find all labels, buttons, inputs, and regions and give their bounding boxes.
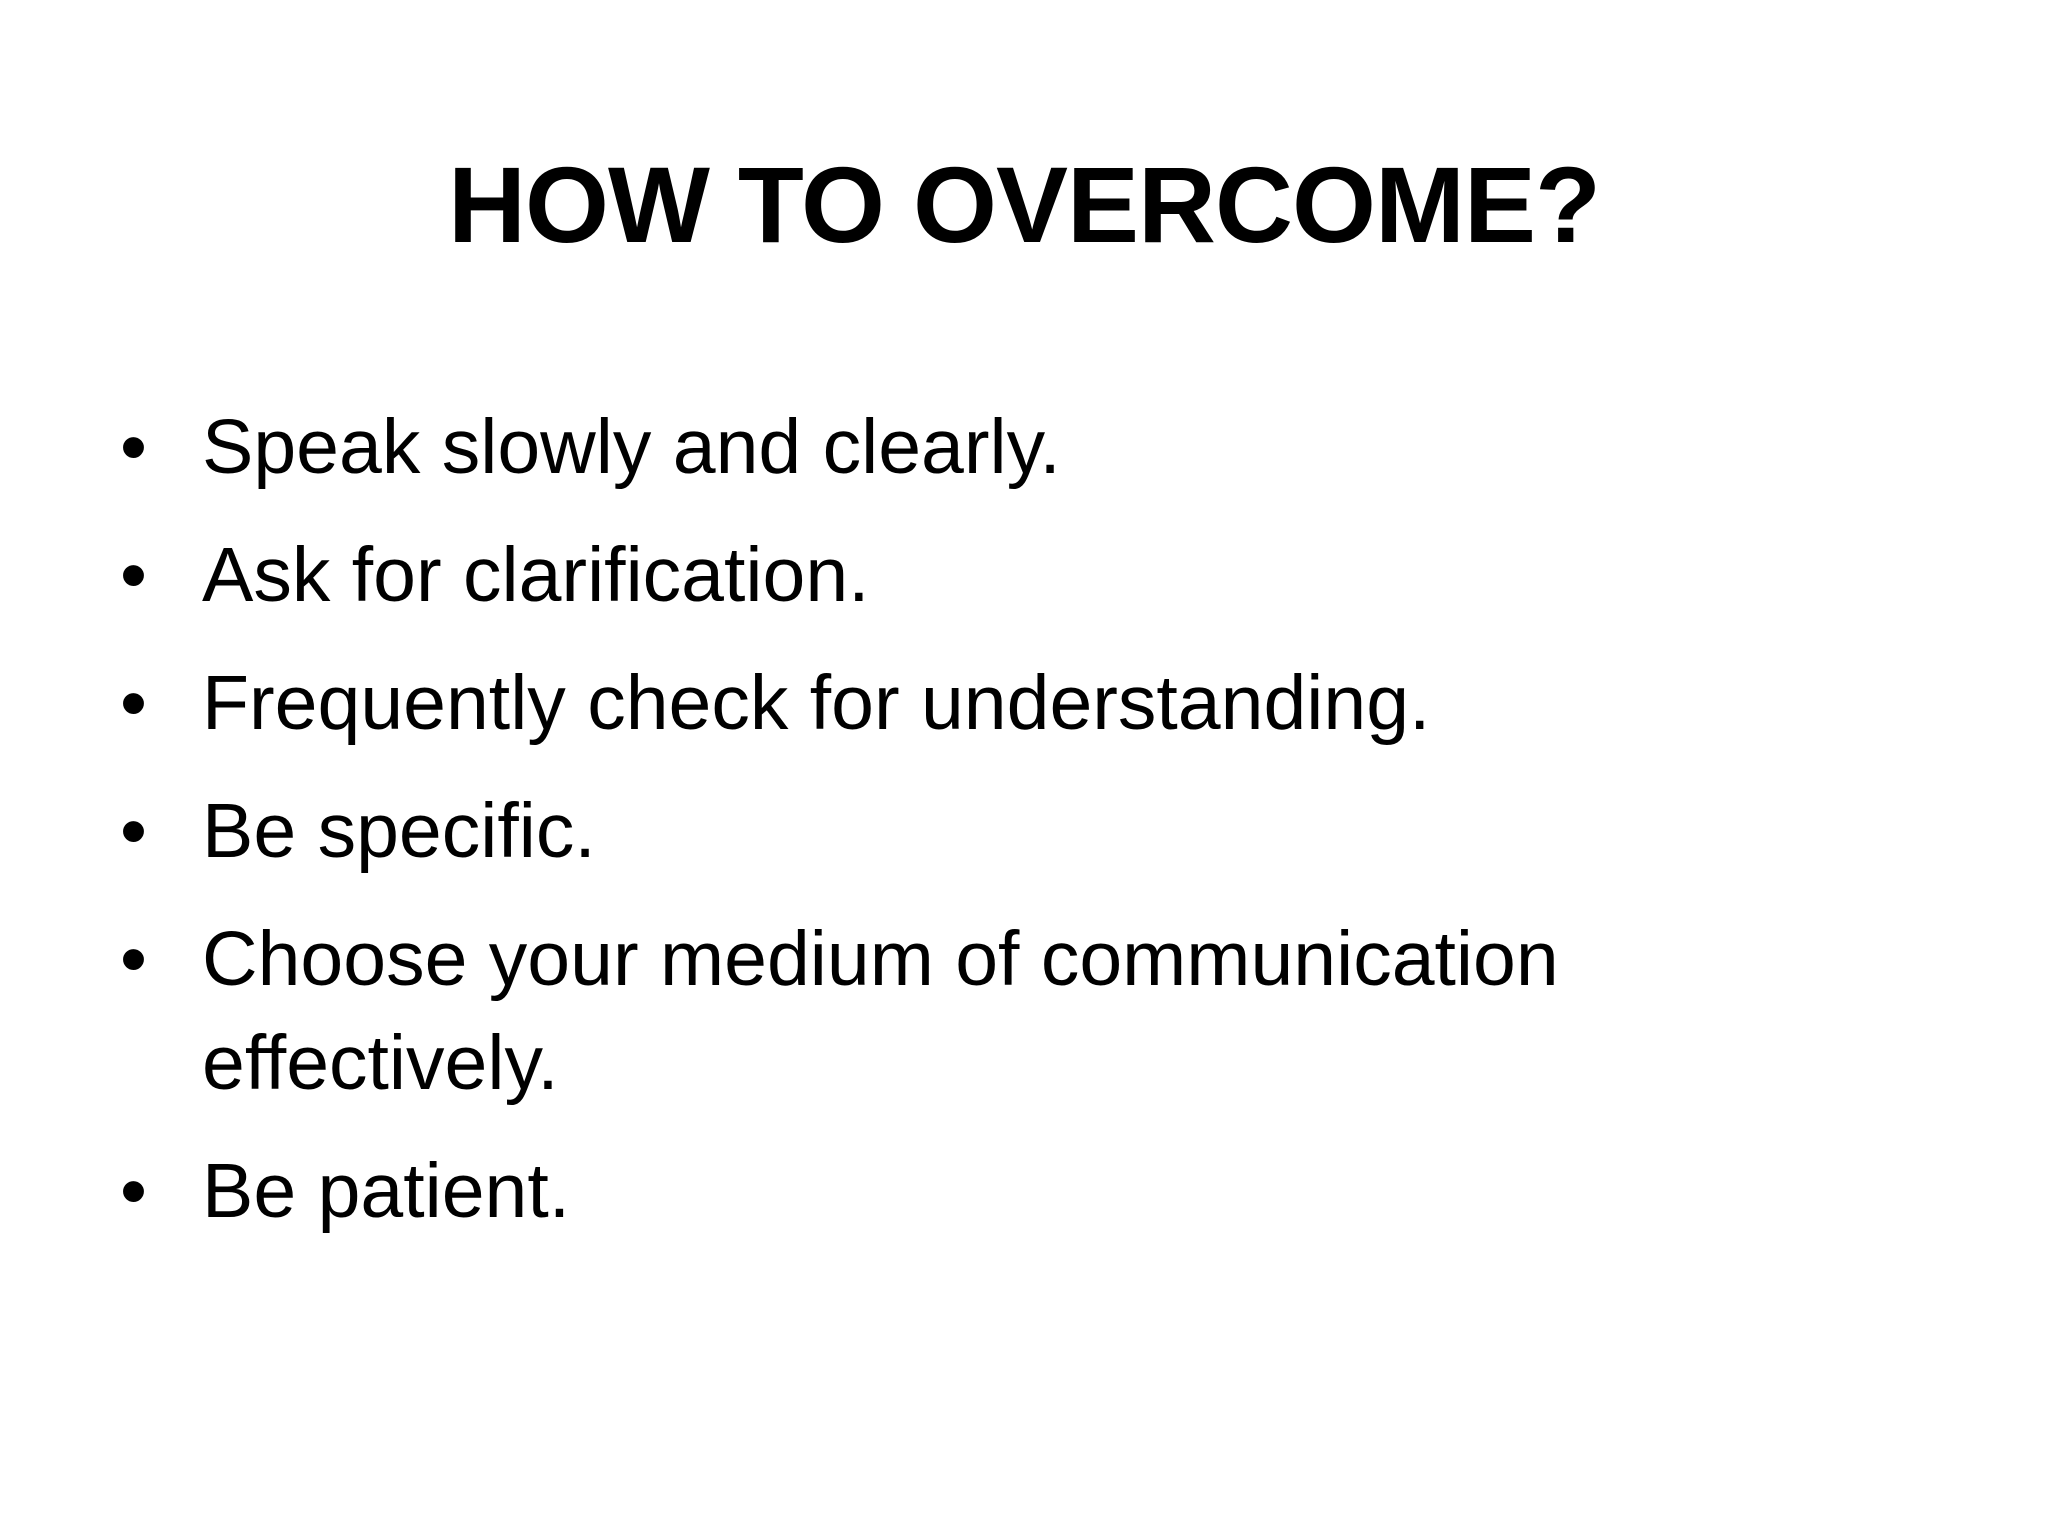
bullet-dot-icon: • bbox=[120, 1148, 147, 1234]
bullet-dot-icon: • bbox=[120, 404, 147, 490]
bullet-text: Choose your medium of communication effectively. bbox=[202, 916, 1559, 1106]
bullet-dot-icon: • bbox=[120, 660, 147, 746]
bullet-item bbox=[120, 779, 1920, 883]
bullet-item bbox=[120, 907, 1920, 1115]
bullet-dot-icon: • bbox=[120, 788, 147, 874]
bullet-dot-icon: • bbox=[120, 532, 147, 618]
bullet-item bbox=[120, 523, 1920, 627]
bullet-item bbox=[120, 651, 1920, 755]
bullet-dot-icon: • bbox=[120, 916, 147, 1002]
slide-title: HOW TO OVERCOME? bbox=[447, 144, 1600, 265]
bullet-text: Be specific. bbox=[202, 788, 596, 874]
bullet-item bbox=[120, 1139, 1920, 1243]
bullet-text: Speak slowly and clearly. bbox=[202, 404, 1061, 490]
bullet-text: Frequently check for understanding. bbox=[202, 660, 1431, 746]
bullet-text: Be patient. bbox=[202, 1148, 571, 1234]
bullet-item bbox=[120, 395, 1920, 499]
bullet-list bbox=[120, 395, 1920, 1267]
bullet-text: Ask for clarification. bbox=[202, 532, 870, 618]
